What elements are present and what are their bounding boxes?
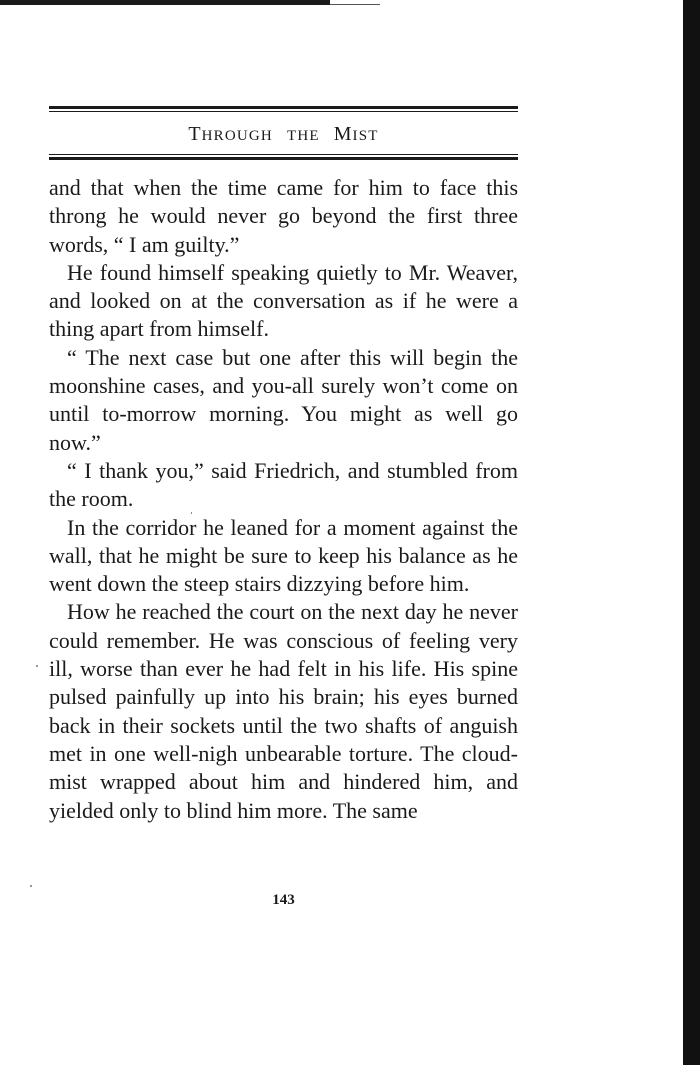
running-header [49, 106, 518, 160]
paragraph-6: How he reached the court on the next day he never could remember. He was conscious of feeling very ill, worse than ever he had felt in his life. His spine pulsed painfully up into his brain; his eyes burned back in their sockets until the two shafts of anguish met in one well-nigh unbearable torture. The cloud-mist wrapped about him and hindered him, and yielded only to blind him more. The same [49, 599, 518, 823]
page-number: 143 [272, 892, 295, 908]
paragraph-5: In the corridor he leaned for a moment against the wall, that he might be sure to keep his balance as he went down the steep stairs dizzying before him. [49, 514, 518, 597]
header-rule-bottom-thick [49, 157, 518, 160]
top-edge-rule [0, 0, 330, 5]
top-edge-rule-thin [330, 4, 380, 5]
paper-speck [36, 665, 38, 667]
paper-speck [30, 885, 32, 887]
paragraph-3: “ The next case but one after this will begin the moonshine cases, and you-all surely won’t come on until to-morrow morning. You might as well go now.” [49, 344, 518, 455]
running-title [49, 112, 518, 154]
title-word-2: THE [286, 128, 320, 144]
paper-speck [191, 512, 192, 514]
body-text [49, 174, 518, 825]
title-word-1: THROUGH [188, 123, 273, 145]
paragraph-1: and that when the time came for him to face this throng he would never go beyond the first three words, “ I am guilty.” [49, 175, 518, 257]
paragraph-2: He found himself speaking quietly to Mr. Weaver, and looked on at the conversation as if he were a thing apart from himself. [49, 259, 518, 342]
page-spine-edge [683, 0, 700, 1065]
title-word-3: MIST [333, 123, 379, 145]
paragraph-4: “ I thank you,” said Friedrich, and stumbled from the room. [49, 457, 518, 512]
